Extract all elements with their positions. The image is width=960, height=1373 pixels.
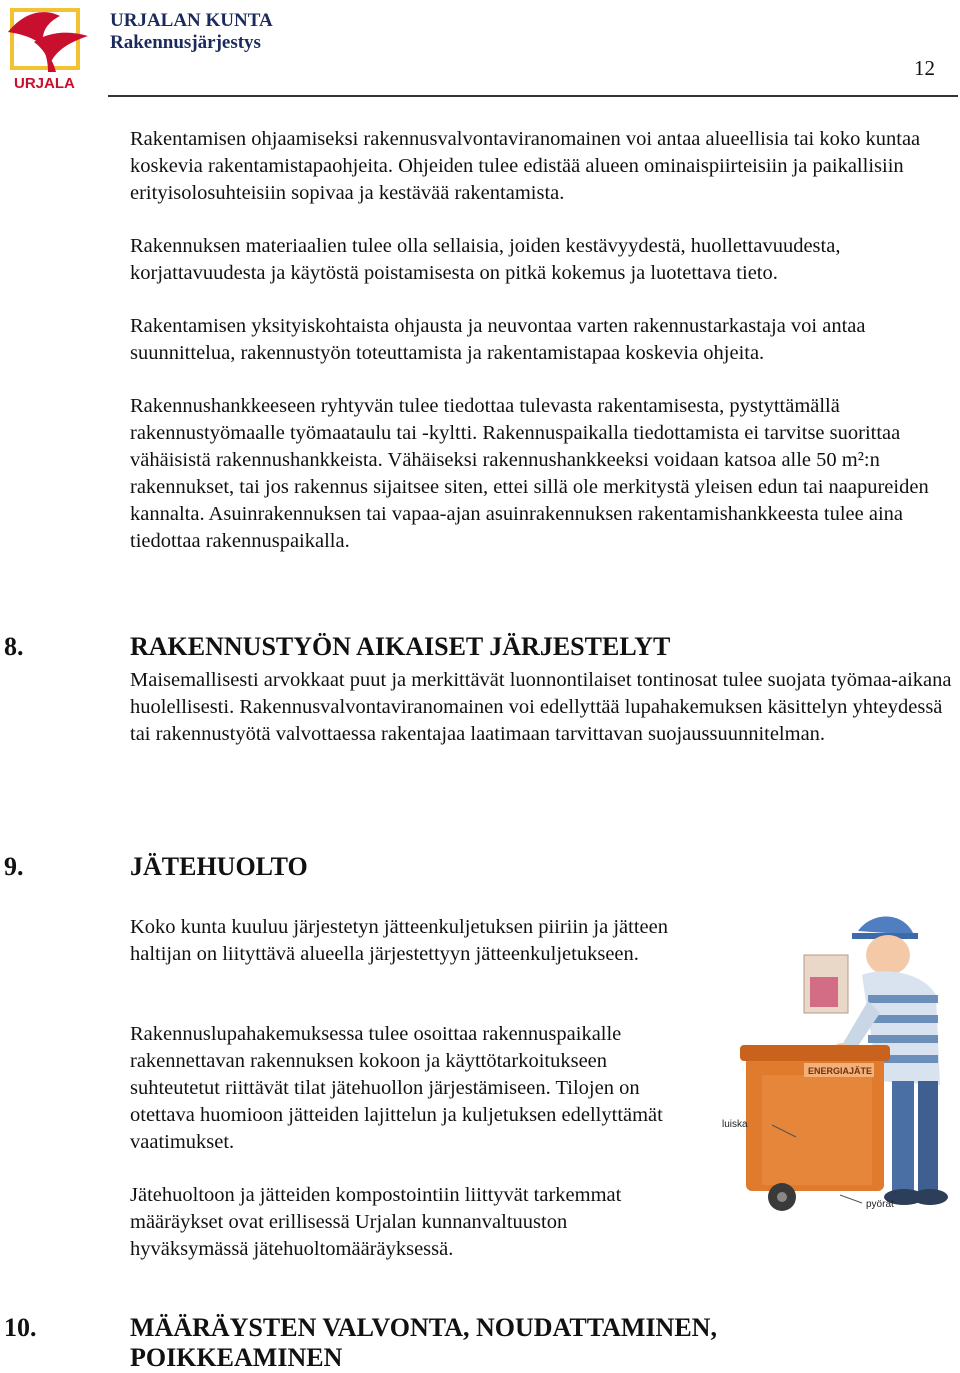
section-8-title: RAKENNUSTYÖN AIKAISET JÄRJESTELYT — [130, 632, 671, 661]
waste-bin-illustration — [692, 905, 960, 1245]
section-10-number: 10. — [4, 1313, 37, 1342]
page-number: 12 — [914, 56, 935, 80]
paragraph-guidelines: Rakentamisen ohjaamiseksi rakennusvalvontaviranomainen voi antaa alueellisia tai koko kuntaa koskevia rakentamistapaohjeita. Ohjeiden tulee edistää alueen ominaispiirteisiin ja paikallisiin erityisolosuhteisiin sopivaa ja kestävää rakentamista. — [130, 128, 921, 204]
paragraph-advice: Rakentamisen yksityiskohtaista ohjausta ja neuvontaa varten rakennustarkastaja voi antaa suunnittelua, rakennustyön toteuttamista ja rakentamistapaa koskevia ohjeita. — [130, 315, 866, 364]
page-header — [0, 0, 960, 100]
section-9-number: 9. — [4, 852, 24, 881]
svg-text:URJALA: URJALA — [14, 75, 75, 92]
section-9-title: JÄTEHUOLTO — [130, 852, 308, 881]
header-rule — [108, 95, 958, 97]
header-org-block — [110, 10, 273, 54]
section-9-paragraph-1: Koko kunta kuuluu järjestetyn jätteenkuljetuksen piiriin ja jätteen haltijan on liityttävä alueella järjestettyyn jätteenkuljetukseen. — [130, 916, 668, 965]
paragraph-materials: Rakennuksen materiaalien tulee olla sellaisia, joiden kestävyydestä, huollettavuudesta, korjattavuudesta ja käytöstä poistamisesta on pitkä kokemus ja luotettava tieto. — [130, 235, 841, 284]
section-9-paragraph-2: Rakennuslupahakemuksessa tulee osoittaa rakennuspaikalle rakennettavan rakennuksen kokoon ja käyttötarkoitukseen suhteutetut riittävät tilat jätehuollon järjestämiseen. Tilojen on otettava huomioon jätteiden lajittelun ja kuljetuksen edellyttämät vaatimukset. — [130, 1023, 663, 1153]
paragraph-site-sign: Rakennushankkeeseen ryhtyvän tulee tiedottaa tulevasta rakentamisesta, pystyttämällä rakennustyömaalle työmaataulu tai -kyltti. Rakennuspaikalla tiedottamista ei tarvitse suorittaa vähäisistä rakennushankkeista. Vähäiseksi rakennushankkeeksi voidaan katsoa alle 50 m²:n rakennukset, tai jos rakennus sijaitsee siten, ettei sillä ole merkitystä yleisen edun tai naapureiden kannalta. Asuinrakennuksen tai vapaa-ajan asuinrakennuksen rakentamishankkeesta tulee aina tiedottaa rakennuspaikalla. — [130, 395, 929, 552]
section-10-title: MÄÄRÄYSTEN VALVONTA, NOUDATTAMINEN, POIKKEAMINEN — [130, 1313, 717, 1372]
org-name: URJALAN KUNTA — [110, 10, 273, 31]
section-8-paragraph: Maisemallisesti arvokkaat puut ja merkittävät luonnontilaiset tontinosat tulee suojata työmaa-aikana huolellisesti. Rakennusvalvontaviranomainen voi edellyttää lupahakemuksen käsittelyn yhteydessä tai rakennustyötä valvottaessa rakentajaa laatimaan tarvittavan suojaussuunnitelman. — [130, 669, 952, 745]
doc-name: Rakennusjärjestys — [110, 32, 261, 53]
section-9-paragraph-3: Jätehuoltoon ja jätteiden kompostointiin liittyvät tarkemmat määräykset ovat erillisessä Urjalan kunnanvaltuuston hyväksymässä jätehuoltomääräyksessä. — [130, 1184, 622, 1260]
svg-text:ENERGIAJÄTE: ENERGIAJÄTE — [808, 1066, 873, 1076]
svg-text:luiska: luiska — [722, 1119, 748, 1130]
svg-text:pyörät: pyörät — [866, 1199, 894, 1210]
section-8-number: 8. — [4, 632, 24, 661]
urjala-logo — [4, 2, 90, 94]
